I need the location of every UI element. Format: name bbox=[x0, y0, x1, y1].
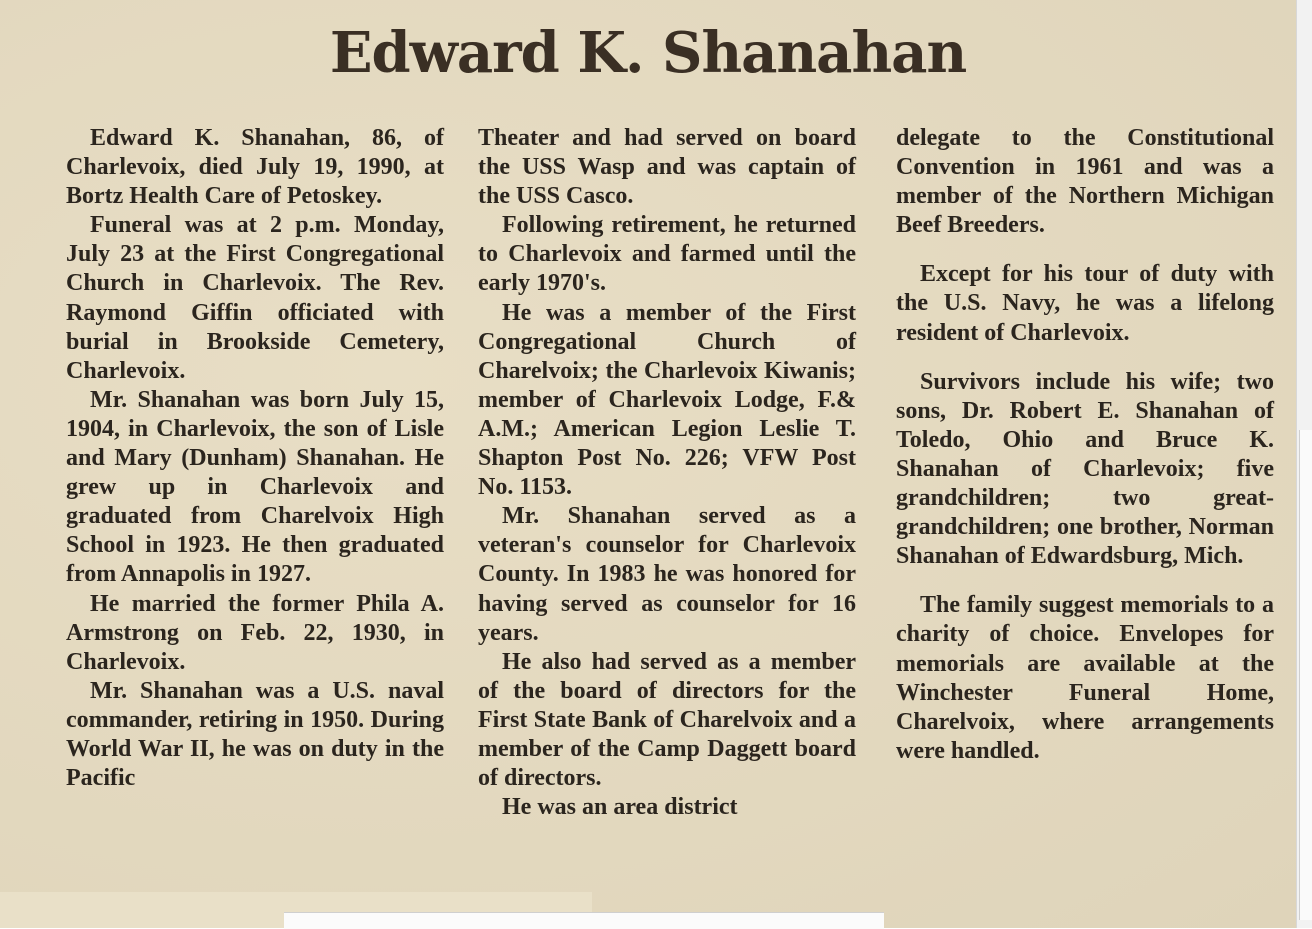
paragraph: delegate to the Constitutional Convention in 1961 and was a member of the Northern Michigan Beef Breeders. bbox=[896, 125, 1274, 239]
paragraph: Theater and had served on board the USS Wasp and was captain of the USS Casco. bbox=[478, 125, 856, 210]
scan-right-edge bbox=[1296, 0, 1312, 928]
paragraph: The family suggest memorials to a charity of choice. Envelopes for memorials are available at the Winchester Funeral Home, Charelvoix, where arrangements were handled. bbox=[896, 592, 1274, 764]
paragraph: Except for his tour of duty with the U.S. Navy, he was a lifelong resident of Charlevoix. bbox=[896, 261, 1274, 346]
paragraph: Funeral was at 2 p.m. Monday, July 23 at the First Congregational Church in Charlevoix. The Rev. Raymond Giffin officiated with burial in Brookside Cemetery, Charlevoix. bbox=[66, 212, 444, 384]
paragraph: He was a member of the First Congregational Church of Charelvoix; the Charlevoix Kiwanis; member of Charlevoix Lodge, F.& A.M.; American Legion Leslie T. Shapton Post No. 226; VFW Post No. 1153. bbox=[478, 299, 856, 501]
paragraph: Mr. Shanahan was born July 15, 1904, in Charlevoix, the son of Lisle and Mary (Dunham) Shanahan. He grew up in Charlevoix and graduated from Charelvoix High School in 1923. He then graduated from Annapolis in 1927. bbox=[66, 386, 444, 588]
paragraph: He married the former Phila A. Armstrong on Feb. 22, 1930, in Charlevoix. bbox=[66, 590, 444, 675]
paragraph: Mr. Shanahan served as a veteran's counselor for Charlevoix County. In 1983 he was honored for having served as counselor for 16 years. bbox=[478, 503, 856, 646]
column-2 bbox=[478, 124, 856, 822]
column-3 bbox=[896, 124, 1274, 766]
paragraph: Following retirement, he returned to Charlevoix and farmed until the early 1970's. bbox=[478, 212, 856, 297]
scan-bottom-paper bbox=[284, 912, 884, 929]
paragraph: Survivors include his wife; two sons, Dr. Robert E. Shanahan of Toledo, Ohio and Bruce K. Shanahan of Charlevoix; five grandchildren; two great-grandchildren; one brother, Norman Shanahan of Edwardsburg, Mich. bbox=[896, 368, 1274, 570]
headline: Edward K. Shanahan bbox=[329, 20, 967, 86]
adjacent-paper-edge bbox=[1299, 430, 1312, 920]
paragraph: Edward K. Shanahan, 86, of Charlevoix, died July 19, 1990, at Bortz Health Care of Petoskey. bbox=[66, 125, 444, 210]
column-1 bbox=[66, 124, 444, 793]
paragraph: Mr. Shanahan was a U.S. naval commander, retiring in 1950. During World War II, he was on duty in the Pacific bbox=[66, 677, 444, 792]
paragraph: He was an area district bbox=[502, 794, 738, 821]
paragraph: He also had served as a member of the board of directors for the First State Bank of Charelvoix and a member of the Camp Daggett board of directors. bbox=[478, 648, 856, 792]
